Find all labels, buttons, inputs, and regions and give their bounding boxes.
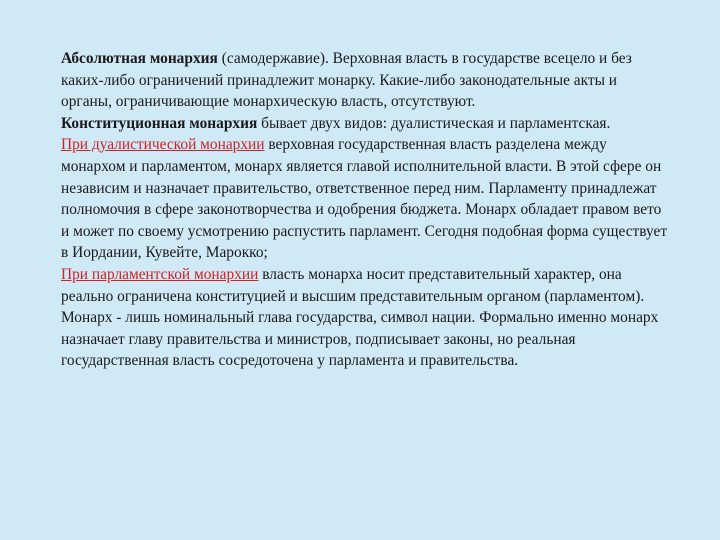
- term-absolute-monarchy: Абсолютная монархия: [61, 50, 218, 67]
- paragraph-text: верховная государственная власть разделена между монархом и парламентом, монарх является главой исполнительной власти. В этой сфере он независим и назначает правительство, ответственное перед ним. Парламенту принадлежат полномочия в сфере законотворчества и одобрения бюджета. Монарх обладает правом вето и может по своему усмотрению распустить парламент. Сегодня подобная форма существует в Иордании, Кувейте, Марокко;: [61, 136, 668, 262]
- paragraph-dualistic-monarchy: [61, 134, 671, 264]
- text-block: [61, 48, 671, 372]
- paragraph-absolute-monarchy: [61, 48, 671, 113]
- paragraph-constitutional-monarchy: [61, 113, 671, 135]
- term-parliamentary-monarchy: При парламентской монархии: [61, 265, 259, 283]
- paragraph-parliamentary-monarchy: [61, 264, 671, 372]
- paragraph-text: бывает двух видов: дуалистическая и парламентская.: [257, 114, 611, 132]
- term-constitutional-monarchy: Конституционная монархия: [61, 114, 258, 132]
- paragraph-text: власть монарха носит представительный характер, она реально ограничена конституцией и высшим представительным органом (парламентом). Монарх - лишь номинальный глава государства, символ нации. Формально именно монарх назначает главу правительства и министров, подписывает законы, но реальная государственная власть сосредоточена у парламента и правительства.: [61, 265, 659, 370]
- term-dualistic-monarchy: При дуалистической монархии: [61, 136, 265, 154]
- paragraph-text: (самодержавие). Верховная власть в государстве всецело и без каких-либо ограничений принадлежит монарку. Какие-либо законодательные акты и органы, ограничивающие монархическую власть, отсутствуют.: [61, 50, 632, 111]
